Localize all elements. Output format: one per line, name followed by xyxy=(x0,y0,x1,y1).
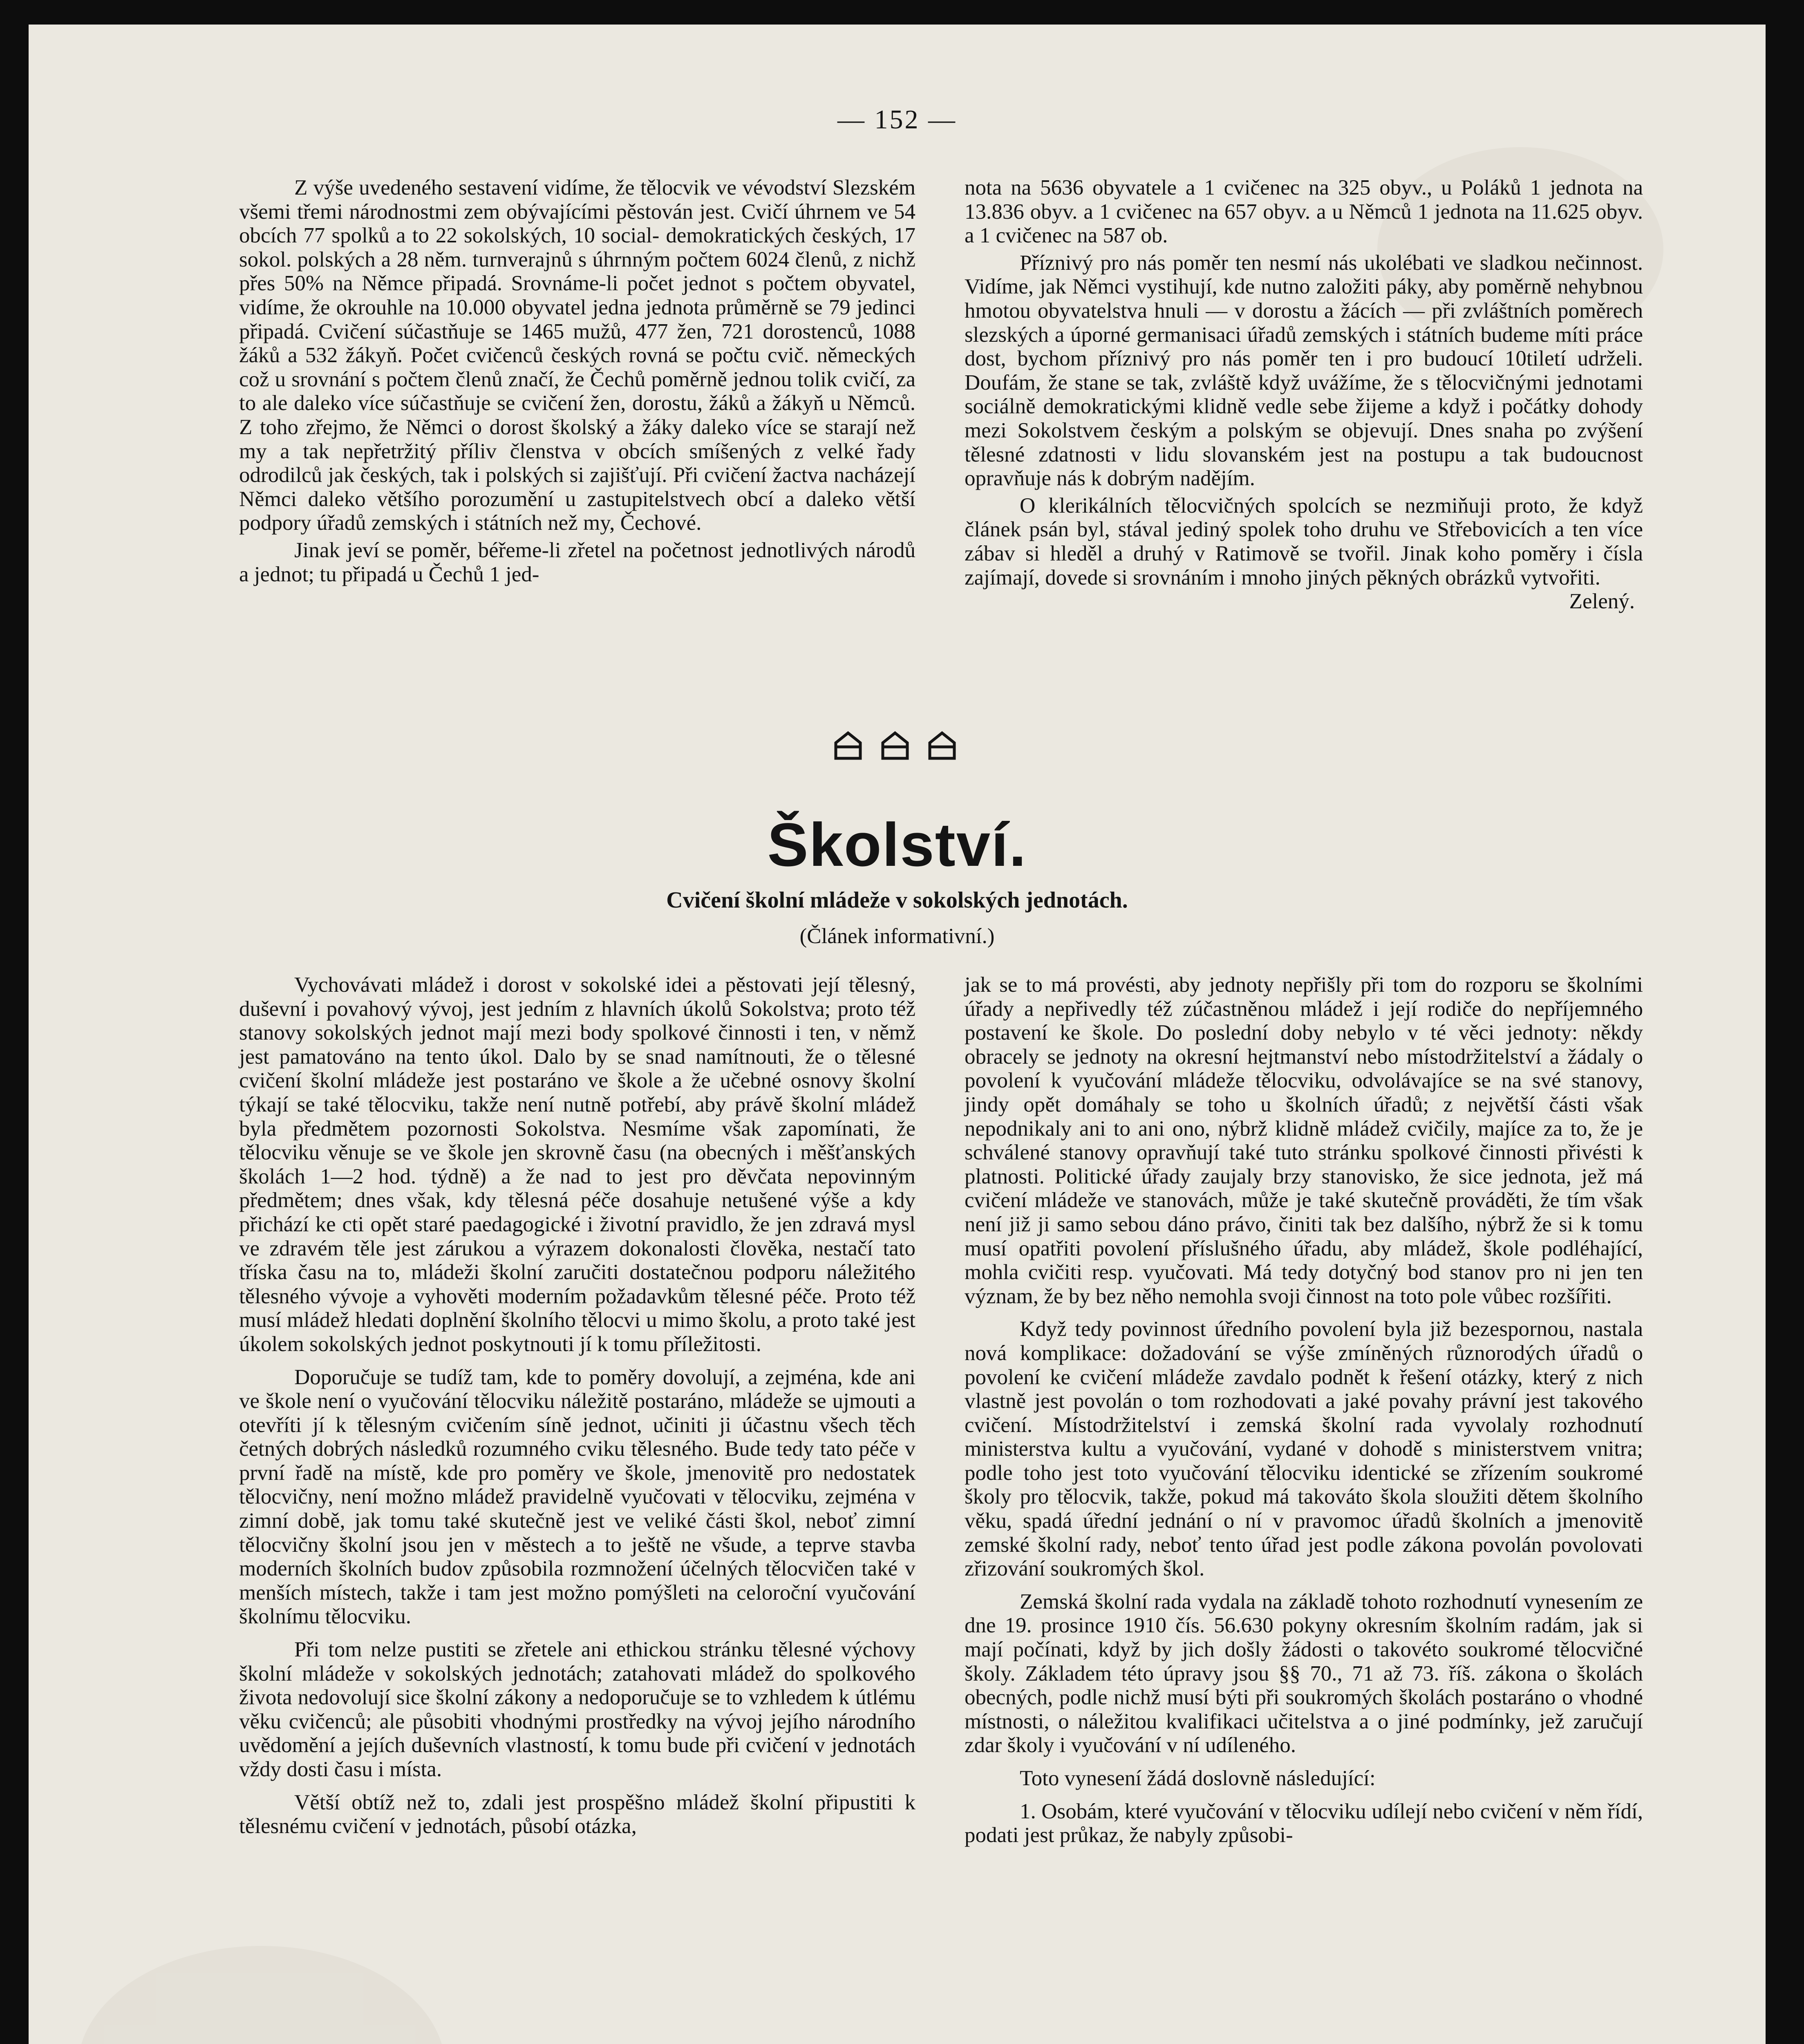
paragraph: Z výše uvedeného sestavení vidíme, že tělocvik ve vévodství Slezském všemi třemi národnostmi zem obývajícími pěstován jest. Cvičí úhrnem ve 54 obcích 77 spolků a to 22 sokolských, 10 social- demokratických českých, 17 sokol. polských a 28 něm. turnverajnů s úhrnným počtem 6024 členů, z nichž přes 50% na Němce připadá. Srovnáme-li počet jednot s počtem obyvatel, vidíme, že okrouhle na 10.000 obyvatel jedna jednota průměrně se 79 jedinci připadá. Cvičení súčastňuje se 1465 mužů, 477 žen, 721 dorostenců, 1088 žáků a 532 žákyň. Počet cvičenců českých rovná se počtu cvič. německých což u srovnání s počtem členů značí, že Čechů poměrně jednou tolik cvičí, za to ale daleko více súčastňuje se cvičení žen, dorostu, žáků a žákyň u Němců. Z toho zřejmo, že Němci o dorost školský a žáky daleko více se starají než my a tak nepřetržitý příliv členstva v obcích smíšených z velké řady odrodilců jak českých, tak i polských si zajišťují. Při cvičení žactva nacházejí Němci daleko většího porozumění u zastupitelstvech obcí a daleko větší podpory úřadů zemských i státních než my, Čechové. xyxy=(239,176,915,535)
paragraph: Větší obtíž než to, zdali jest prospěšno mládež školní připustiti k tělesnému cvičení v jednotách, působí otázka, xyxy=(239,1790,915,1838)
paragraph: Jinak jeví se poměr, béřeme-li zřetel na početnost jednotlivých národů a jednot; tu připadá u Čechů 1 jed- xyxy=(239,538,915,586)
paragraph: Vychovávati mládež i dorost v sokolské idei a pěstovati její tělesný, duševní i povahový vývoj, jest jedním z hlavních úkolů Sokolstva; proto též stanovy sokolských jednot mají mezi body spolkové činnosti i ten, v němž jest pamatováno na tento úkol. Dalo by se snad namítnouti, že o tělesné cvičení školní mládeže jest postaráno ve škole a že učebné osnovy školní týkají se také tělocviku, takže není nutně potřebí, aby právě školní mládež byla předmětem pozornosti Sokolstva. Nesmíme však zapomínati, že tělocviku věnuje se ve škole jen skrovně času (na obecných i měšťanských školách 1—2 hod. týdně) a že nad to jest pro děvčata nepovinným předmětem; dnes však, kdy tělesná péče dosahuje netušené výše a kdy přichází ke cti opět staré paedagogické i životní pravidlo, že jen zdravá mysl ve zdravém těle jest zárukou a výrazem dokonalosti člověka, nestačí tato tříska času na to, mládeži školní zaručiti dostatečnou podporu náležitého tělesného vývoje a vyhověti moderním požadavkům tělesné péče. Proto též musí mládež hledati doplnění školního tělocvi u mimo školu, a proto také jest úkolem sokolských jednot poskytnouti jí k tomu příležitosti. xyxy=(239,973,915,1356)
paragraph xyxy=(965,493,1643,614)
top-right-column xyxy=(965,176,1643,614)
section-ornament xyxy=(29,730,1766,764)
top-left-column xyxy=(239,176,915,586)
paragraph: Když tedy povinnost úředního povolení byla již bezespornou, nastala nová komplikace: dožadování se výše zmíněných různorodých úřadů o povolení ke cvičení mládeže zavdalo podnět k řešení otázky, který z nich vlastně jest povolán o tom rozhodovati a jaké povahy právní jest takového cvičení. Místodržitelství i zemská školní rada vyvolaly rozhodnutí ministerstva kultu a vyučování, vydané v dohodě s ministerstvem vnitra; podle toho jest toto vyučování tělocviku identické se zřízením soukromé školy pro tělocvik, takže, pokud má takováto škola sloužiti dětem školního věku, spadá úřední jednání o ní v pravomoc úřadů školních a jmenovitě zemské školní rady, neboť tento úřad jest podle zákona povolán povolovati zřizování soukromých škol. xyxy=(965,1317,1643,1581)
paragraph: Doporučuje se tudíž tam, kde to poměry dovolují, a zejména, kde ani ve škole není o vyučování tělocviku náležitě postaráno, mládeže se ujmouti a otevříti jí k tělesným cvičením síně jednot, učiniti ji účastnu všech těch četných dobrých následků rozumného cviku tělesného. Bude tedy tato péče v první řadě na místě, kde pro poměry ve škole, jmenovitě pro nedostatek tělocvičny, není možno mládež pravidelně vyučovati v tělocviku, zejména v zimní době, jak tomu také skutečně jest ve veliké části škol, neboť zimní tělocvičny školní jsou jen v městech a to ještě ne všude, a teprve stavba moderních školních budov způsobila rozmnožení účelných tělocvičen také v menších místech, takže i tam jest možno pomýšleti na celoroční vyučování školnímu tělocviku. xyxy=(239,1365,915,1629)
page-number: — 152 — xyxy=(837,105,957,134)
article-left-column xyxy=(239,973,915,1838)
paragraph: Při tom nelze pustiti se zřetele ani ethickou stránku tělesné výchovy školní mládeže v sokolských jednotách; zatahovati mládež do spolkového života nedovolují sice školní zákony a nedoporučuje se to vzhledem k útlému věku cvičenců; ale působiti vhodnými prostředky na vývoj jejího národního uvědomění a jejích duševních vlastností, k tomu bude při cvičení v jednotách vždy dosti času i místa. xyxy=(239,1638,915,1781)
paragraph: Zemská školní rada vydala na základě tohoto rozhodnutí vynesením ze dne 19. prosince 1910 čís. 56.630 pokyny okresním školním radám, jak si mají počínati, když by jich došly žádosti o takovéto soukromé tělocvičné školy. Základem této úpravy jsou §§ 70., 71 až 73. říš. zákona o školách obecných, podle nichž musí býti při soukromých školách postaráno o vhodné místnosti, o náležitou kvalifikaci učitelstva a o jiné podmínky, jež zaručují zdar školy i vyučování v ní udíleného. xyxy=(965,1589,1643,1757)
paragraph: 1. Osobám, které vyučování v tělocviku udílejí nebo cvičení v něm řídí, podati jest průkaz, že nabyly způsobi- xyxy=(965,1799,1643,1847)
three-house-ornament-icon xyxy=(832,730,962,762)
article-right-column xyxy=(965,973,1643,1847)
article-subtitle: (Článek informativní.) xyxy=(799,924,995,948)
article-title: Cvičení školní mládeže v sokolských jednotách. xyxy=(666,888,1128,913)
section-title: Školství. xyxy=(767,810,1027,879)
author-signature: Zelený. xyxy=(1569,589,1635,614)
paragraph: Příznivý pro nás poměr ten nesmí nás ukolébati ve sladkou nečinnost. Vidíme, jak Němci vystihují, kde nutno založiti páky, aby poměrně nehybnou hmotou obyvatelstva hnuli — v dorostu a žácích — při zvláštních poměrech slezských a úporné germanisaci úřadů zemských i státních budeme míti práce dost, bychom příznivý pro nás poměr ten i pro budoucí 10tiletí udrželi. Doufám, že stane se tak, zvláště když uvážíme, že s tělocvičnými jednotami sociálně demokratickými klidně vedle sebe žijeme a když i počátky dohody mezi Sokolstvem českým a polským se objevují. Dnes snaha po zvýšení tělesné zdatnosti v lidu slovanském jest na postupu a tak budoucnost opravňuje nás k dobrým nadějím. xyxy=(965,251,1643,491)
paragraph: Toto vynesení žádá doslovně následující: xyxy=(1020,1766,1376,1790)
paper-stain xyxy=(78,1946,445,2044)
scanned-page xyxy=(29,25,1766,2044)
paragraph: nota na 5636 obyvatele a 1 cvičenec na 325 obyv., u Poláků 1 jednota na 13.836 obyv. a 1 cvičenec na 657 obyv. a u Němců 1 jednota na 11.625 obyv. a 1 cvičenec na 587 ob. xyxy=(965,176,1643,248)
paragraph: jak se to má provésti, aby jednoty nepřišly při tom do rozporu se školními úřady a nepřivedly též zúčastněnou mládež i její rodiče do nepříjemného postavení ke škole. Do poslední doby nebylo v té věci jednoty: někdy obracely se jednoty na okresní hejtmanství nebo místodržitelství a žádaly o povolení k vyučování mládeže tělocviku, odvolávajíce se na své stanovy, jindy opět domáhaly se toho u školních úřadů; z největší části však nepodnikaly ani to ani ono, nýbrž klidně mládež cvičily, majíce za to, že je schválené stanovy opravňují také tuto stránku spolkové činnosti přivésti k platnosti. Politické úřady zaujaly brzy stanovisko, že sice jednota, jež má cvičení mládeže ve stanovách, může je také skutečně prováděti, že tím však není již ji samo sebou dáno právo, činiti tak bez dalšího, nýbrž že si k tomu musí opatřiti povolení příslušného úřadu, aby mládež, škole podléhající, mohla cvičiti resp. vyučovati. Má tedy dotyčný bod stanov pro ni jen ten význam, že by bez něho nemohla svoji činnost na toto pole vůbec rozšířiti. xyxy=(965,973,1643,1308)
paragraph-text: O klerikálních tělocvičných spolcích se nezmiňuji proto, že když článek psán byl, stával jediný spolek toho druhu ve Střebovicích a ten více zábav si hleděl a druhý v Ratimově se tvořil. Jinak koho poměry i čísla zajímají, dovede si srovnáním i mnoho jiných pěkných obrázků vytvořiti. xyxy=(965,493,1643,589)
